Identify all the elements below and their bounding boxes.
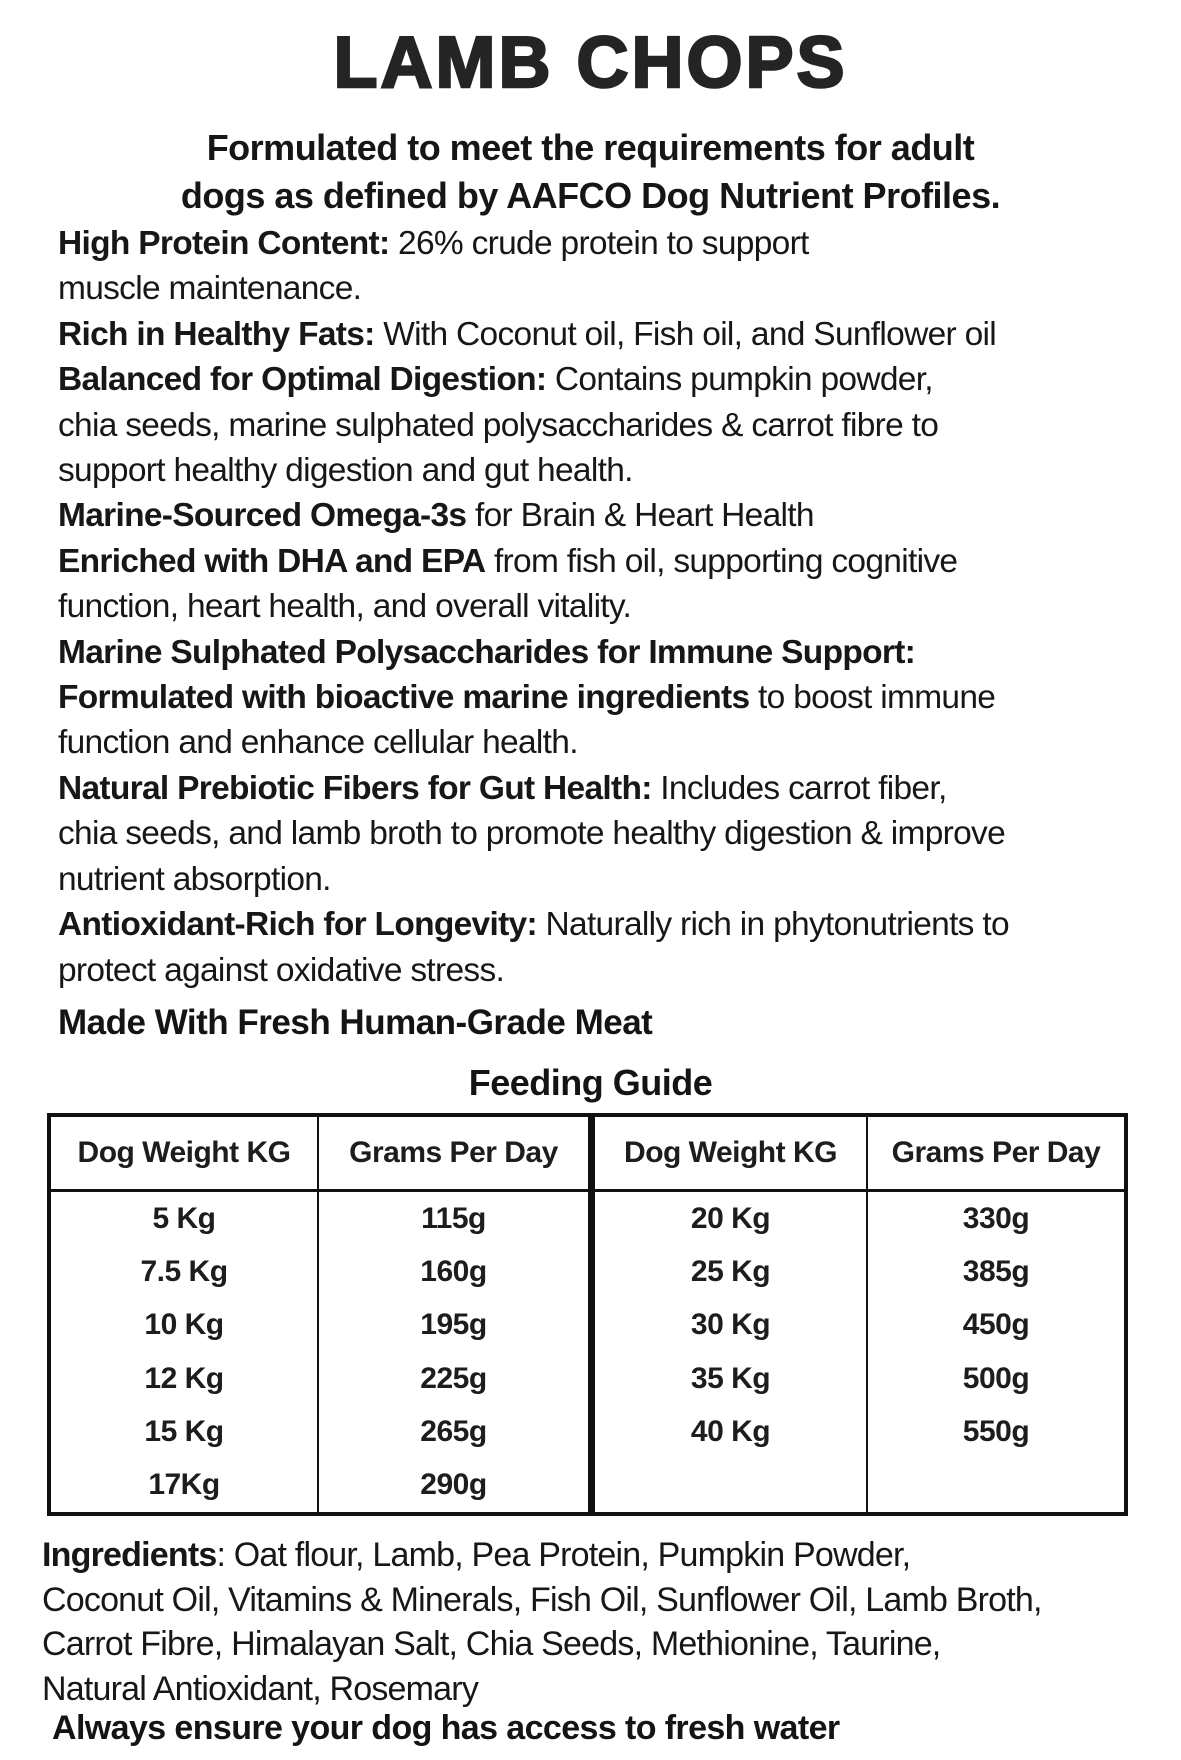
table-header-cell: Grams Per Day (866, 1117, 1124, 1192)
feature-line (58, 539, 1153, 584)
feature-bold: Balanced for Optimal Digestion: (58, 361, 547, 399)
feature-bold: Marine-Sourced Omega-3s (58, 497, 467, 535)
feature-line (58, 357, 1153, 402)
table-cell: 500g (866, 1352, 1124, 1405)
feature-line (58, 448, 1153, 493)
feature-line (58, 902, 1153, 947)
table-header-cell: Dog Weight KG (588, 1117, 866, 1192)
feature-line (58, 811, 1153, 856)
feature-text: muscle maintenance. (58, 270, 362, 308)
feature-line (58, 675, 1153, 720)
feature-line (58, 720, 1153, 765)
feature-line (58, 493, 1153, 538)
feature-text: protect against oxidative stress. (58, 951, 505, 989)
table-cell: 15 Kg (144, 1414, 224, 1448)
table-cell: 25 Kg (588, 1245, 866, 1298)
table-cell (588, 1459, 866, 1512)
feature-text: Naturally rich in phytonutrients to (536, 906, 1009, 944)
table-cell: 17Kg (148, 1468, 220, 1502)
product-title: LAMB CHOPS (333, 23, 848, 103)
feature-line (58, 584, 1153, 629)
table-cell: 265g (317, 1405, 588, 1458)
ingredients-line: Carrot Fibre, Himalayan Salt, Chia Seeds, Methionine, Taurine, (42, 1625, 941, 1663)
feature-text: function and enhance cellular health. (58, 724, 578, 762)
table-cell: 160g (317, 1245, 588, 1298)
feeding-guide-table (47, 1113, 1128, 1516)
table-cell: 30 Kg (588, 1299, 866, 1352)
water-note: Always ensure your dog has access to fresh water (52, 1709, 840, 1747)
feeding-guide-title: Feeding Guide (468, 1062, 713, 1103)
made-with-claim: Made With Fresh Human-Grade Meat (58, 1003, 653, 1042)
table-cell: 40 Kg (588, 1405, 866, 1458)
feature-text: for Brain & Heart Health (466, 497, 814, 535)
feature-text: support healthy digestion and gut health. (58, 452, 633, 490)
aafco-statement-line1: Formulated to meet the requirements for adult (206, 127, 975, 168)
table-cell: 225g (317, 1352, 588, 1405)
ingredients-paragraph (42, 1533, 1152, 1711)
feature-text: With Coconut oil, Fish oil, and Sunflower oil (374, 315, 996, 353)
ingredients-text: : Oat flour, Lamb, Pea Protein, Pumpkin Powder, (216, 1536, 911, 1574)
table-cell: 7.5 Kg (140, 1254, 228, 1288)
feature-line (58, 221, 1153, 266)
feature-text: function, heart health, and overall vitality. (58, 588, 632, 626)
feature-bold: Antioxidant-Rich for Longevity: (58, 906, 537, 944)
feature-line (58, 857, 1153, 902)
table-cell: 450g (866, 1299, 1124, 1352)
table-cell: 5 Kg (152, 1201, 216, 1235)
feature-bold: Marine Sulphated Polysaccharides for Immune Support: (58, 633, 916, 671)
feature-bold: Enriched with DHA and EPA (58, 542, 486, 580)
ingredients-line (42, 1533, 1152, 1578)
feature-text: 26% crude protein to support (389, 225, 809, 262)
table-cell: 20 Kg (588, 1192, 866, 1245)
feature-line (58, 630, 1153, 675)
table-cell: 115g (317, 1192, 588, 1245)
feature-line (58, 403, 1153, 448)
feature-text: Includes carrot fiber, (651, 769, 947, 807)
feature-text: chia seeds, marine sulphated polysaccharides & carrot fibre to (58, 406, 939, 444)
table-cell: 330g (866, 1192, 1124, 1245)
table-cell: 12 Kg (144, 1361, 224, 1395)
table-cell: 10 Kg (144, 1308, 224, 1342)
feature-bold: Formulated with bioactive marine ingredients (58, 679, 750, 717)
feature-text: to boost immune (749, 679, 996, 717)
ingredients-line: Coconut Oil, Vitamins & Minerals, Fish Oil, Sunflower Oil, Lamb Broth, (42, 1580, 1042, 1619)
ingredients-line: Natural Antioxidant, Rosemary (42, 1669, 479, 1708)
table-cell: 195g (317, 1299, 588, 1352)
aafco-statement (0, 124, 1181, 220)
feature-bold: Natural Prebiotic Fibers for Gut Health: (58, 769, 652, 807)
feature-bold: High Protein Content: (58, 225, 390, 262)
table-cell (866, 1459, 1124, 1512)
table-cell: 290g (317, 1459, 588, 1512)
table-cell: 550g (866, 1405, 1124, 1458)
feature-line (58, 312, 1153, 357)
table-cell: 385g (866, 1245, 1124, 1298)
feature-text: chia seeds, and lamb broth to promote healthy digestion & improve (58, 815, 1006, 853)
table-header-cell: Grams Per Day (317, 1117, 588, 1192)
feature-list (58, 221, 1153, 993)
table-header-cell: Dog Weight KG (51, 1117, 317, 1192)
feature-line (58, 948, 1153, 993)
feature-bold: Rich in Healthy Fats: (58, 315, 375, 353)
feature-line (58, 266, 1153, 311)
feature-text: Contains pumpkin powder, (546, 361, 933, 399)
aafco-statement-line2: dogs as defined by AAFCO Dog Nutrient Profiles. (180, 175, 1001, 216)
feature-text: nutrient absorption. (58, 860, 331, 898)
feature-line (58, 766, 1153, 811)
feature-text: from fish oil, supporting cognitive (485, 542, 958, 580)
ingredients-label: Ingredients (42, 1536, 217, 1574)
table-cell: 35 Kg (588, 1352, 866, 1405)
